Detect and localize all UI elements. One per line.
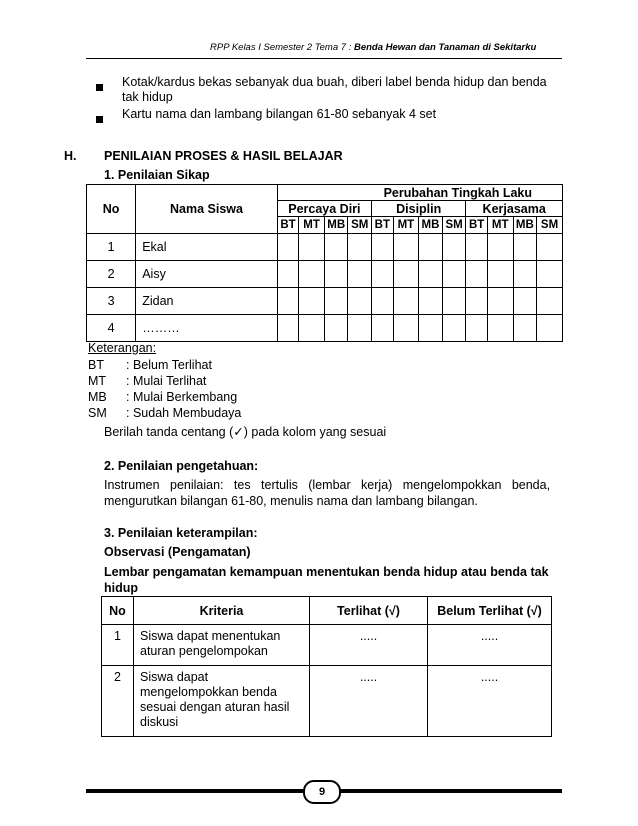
legend-instruction: Berilah tanda centang (✓) pada kolom yang sesuai [104, 425, 387, 439]
legend-item: MB : Mulai Berkembang [88, 390, 238, 404]
keterampilan-title: 3. Penilaian keterampilan: [104, 526, 258, 540]
col-name-header: Nama Siswa [136, 185, 278, 234]
table-row [87, 234, 563, 261]
group-header: Perubahan Tingkah Laku [277, 185, 562, 201]
aspect-header: Kerjasama [466, 201, 563, 217]
row-criteria: Siswa dapat menentukan aturan pengelompokan [134, 625, 310, 666]
running-header [210, 42, 536, 53]
col-criteria-header: Kriteria [134, 597, 310, 625]
legend-item: MT : Mulai Terlihat [88, 374, 207, 388]
material-item-2: Kartu nama dan lambang bilangan 61-80 sebanyak 4 set [122, 107, 437, 121]
level-header: MB [419, 217, 443, 234]
footer-rule-left [86, 789, 310, 793]
col-no-header: No [87, 185, 136, 234]
header-theme: Benda Hewan dan Tanaman di Sekitarku [353, 42, 537, 53]
row-seen: ..... [310, 666, 428, 737]
row-no: 2 [102, 666, 134, 737]
row-name: ……… [136, 315, 278, 342]
bullet-icon [96, 80, 103, 94]
row-name: Aisy [136, 261, 278, 288]
row-no: 1 [87, 234, 136, 261]
legend-title: Keterangan: [88, 341, 157, 355]
table-row [87, 315, 563, 342]
legend-item: BT : Belum Terlihat [88, 358, 212, 372]
table-row [102, 625, 552, 666]
pengetahuan-line-1: Instrumen penilaian: tes tertulis (lembar kerja) mengelompokkan benda, [104, 478, 551, 492]
header-rule [86, 58, 562, 59]
level-header: MT [299, 217, 325, 234]
sheet-title: Lembar pengamatan kemampuan menentukan benda hidup atau benda tak hidup [104, 565, 549, 595]
header-prefix: RPP Kelas I Semester 2 Tema 7 : [210, 42, 354, 53]
level-header: SM [442, 217, 466, 234]
section-title: PENILAIAN PROSES & HASIL BELAJAR [104, 149, 343, 163]
level-header: BT [372, 217, 394, 234]
table-header-row [102, 597, 552, 625]
row-unseen: ..... [428, 625, 552, 666]
table-row [87, 288, 563, 315]
row-no: 4 [87, 315, 136, 342]
level-header: MT [393, 217, 419, 234]
material-item-1: Kotak/kardus bekas sebanyak dua buah, diberi label benda hidup dan benda tak hidup [122, 75, 547, 104]
level-header: MB [324, 217, 348, 234]
legend-item: SM : Sudah Membudaya [88, 406, 242, 420]
row-unseen: ..... [428, 666, 552, 737]
level-header: MT [487, 217, 513, 234]
section-letter: H. [64, 149, 77, 163]
pengetahuan-title: 2. Penilaian pengetahuan: [104, 459, 259, 473]
skill-table [101, 596, 552, 737]
row-name: Ekal [136, 234, 278, 261]
col-seen-header: Terlihat (√) [310, 597, 428, 625]
level-header: BT [277, 217, 299, 234]
keterampilan-subtitle: Observasi (Pengamatan) [104, 545, 251, 559]
aspect-header: Percaya Diri [277, 201, 371, 217]
legend-list [88, 357, 241, 421]
page-number: 9 [303, 780, 341, 804]
level-header: SM [537, 217, 563, 234]
row-no: 3 [87, 288, 136, 315]
row-seen: ..... [310, 625, 428, 666]
col-no-header: No [102, 597, 134, 625]
row-no: 1 [102, 625, 134, 666]
pengetahuan-line-2: mengurutkan bilangan 61-80, menulis nama dan lambang bilangan. [104, 494, 478, 508]
level-header: MB [513, 217, 537, 234]
bullet-icon [96, 112, 103, 126]
sikap-title: 1. Penilaian Sikap [104, 168, 210, 182]
table-row [87, 261, 563, 288]
level-header: SM [348, 217, 372, 234]
row-criteria: Siswa dapat mengelompokkan benda sesuai dengan aturan hasil diskusi [134, 666, 310, 737]
col-unseen-header: Belum Terlihat (√) [428, 597, 552, 625]
table-row [102, 666, 552, 737]
footer-rule-right [330, 789, 562, 793]
aspect-header: Disiplin [372, 201, 466, 217]
level-header: BT [466, 217, 488, 234]
row-no: 2 [87, 261, 136, 288]
row-name: Zidan [136, 288, 278, 315]
attitude-table [86, 184, 563, 342]
